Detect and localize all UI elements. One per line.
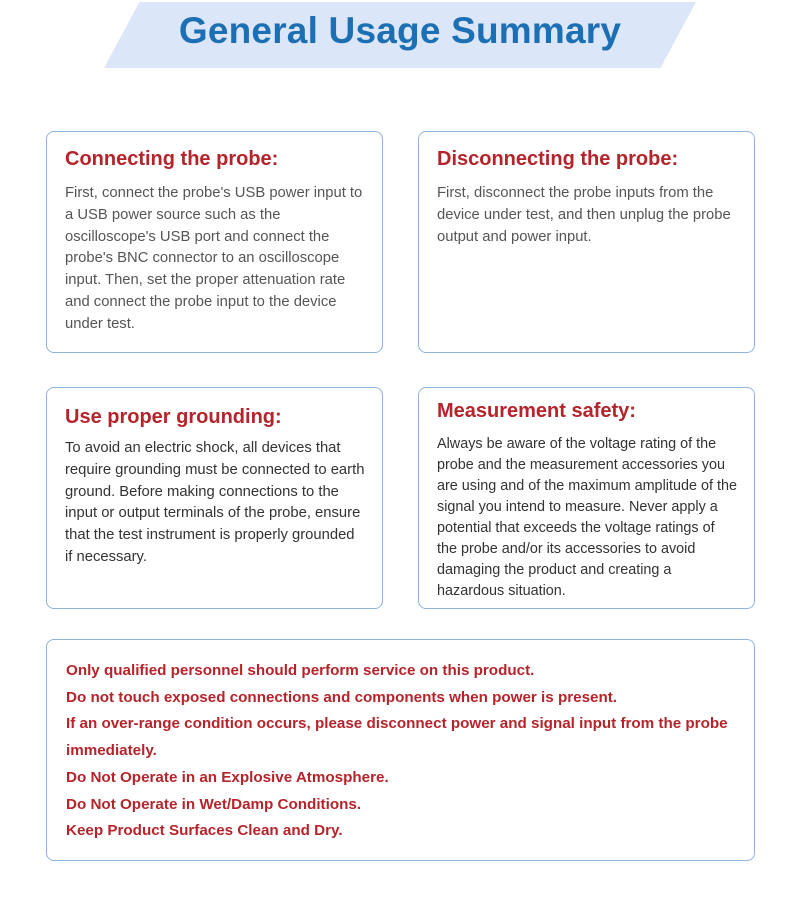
card-heading: Measurement safety:	[437, 400, 636, 422]
card-grounding	[46, 387, 383, 609]
card-heading: Use proper grounding:	[65, 406, 282, 428]
warning-item: Do Not Operate in an Explosive Atmosphere.	[66, 768, 389, 786]
card-connecting-probe	[46, 131, 383, 353]
warning-item: Do not touch exposed connections and components when power is present.	[66, 688, 618, 706]
warning-item: Keep Product Surfaces Clean and Dry.	[66, 822, 343, 840]
card-heading: Connecting the probe:	[65, 148, 279, 170]
card-disconnecting-probe	[418, 131, 755, 353]
card-text: First, disconnect the probe inputs from the device under test, and then unplug the probe output and power input.	[437, 185, 731, 245]
card-text: To avoid an electric shock, all devices that require grounding must be connected to earth ground. Before making connections to the input or output terminals of the probe, ensure that the test instrument is properly grounded if necessary.	[65, 440, 365, 565]
warning-item: Only qualified personnel should perform service on this product.	[66, 662, 535, 679]
card-measurement-safety	[418, 387, 755, 609]
page-title: General Usage Summary	[178, 10, 622, 51]
card-heading: Disconnecting the probe:	[437, 148, 679, 170]
card-text: Always be aware of the voltage rating of the probe and the measurement accessories you are using and of the maximum amplitude of the signal you intend to measure. Never apply a potential that exceeds the voltage ratings of the probe and/or its accessories to avoid damaging the product and creating a hazardous situation.	[437, 436, 737, 599]
warnings-box	[46, 639, 755, 861]
warning-item: Do Not Operate in Wet/Damp Conditions.	[66, 795, 362, 813]
card-text: First, connect the probe's USB power input to a USB power source such as the oscilloscope's USB port and connect the probe's BNC connector to an oscilloscope input. Then, set the proper attenuation rate and connect the probe input to the device under test.	[65, 185, 363, 332]
warnings-list	[66, 658, 742, 845]
warning-item: If an over-range condition occurs, please disconnect power and signal input from the probe immediately.	[66, 715, 728, 760]
